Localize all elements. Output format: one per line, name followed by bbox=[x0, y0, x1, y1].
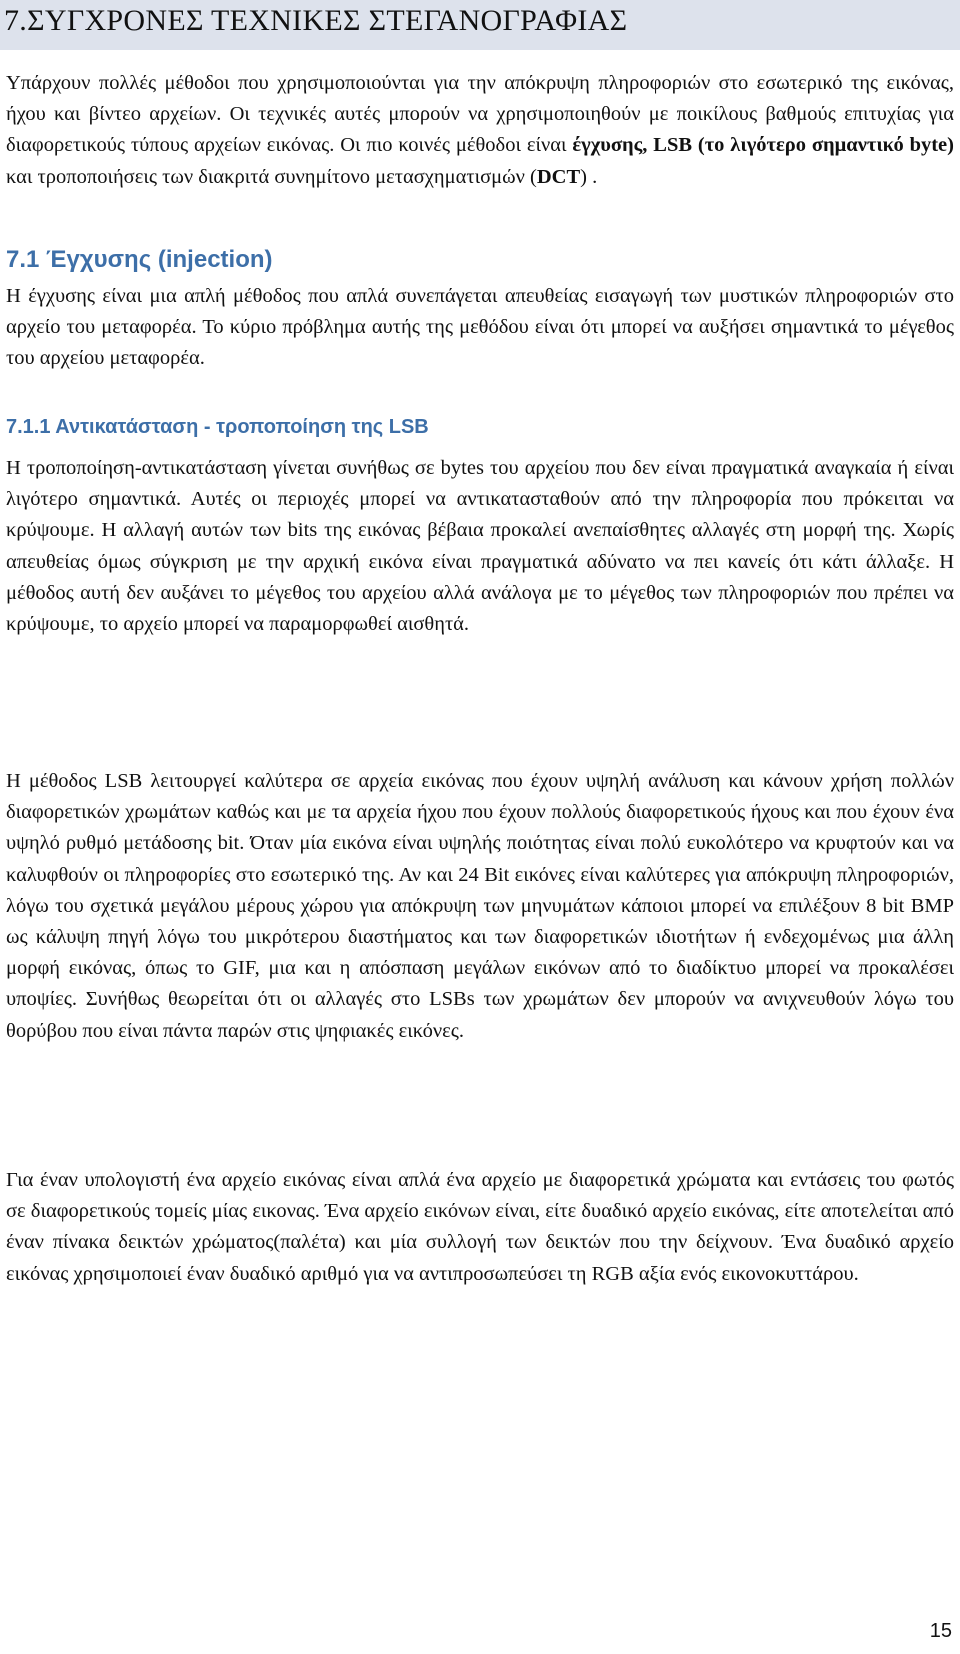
section-7-1-1-paragraph-1: Η τροποποίηση-αντικατάσταση γίνεται συνήθως σε bytes του αρχείου που δεν είναι πραγματικά αναγκαία ή είναι λιγότερο σημαντικά. Αυτές οι περιοχές μπορεί να αντικατασταθούν από την πληροφορία που πρόκειται να κρύψουμε. Η αλλαγή αυτών των bits της εικόνας βέβαια προκαλεί ανεπαίσθητες αλλαγές στη μορφή της. Χωρίς απευθείας όμως σύγκριση με την αρχική εικόνα είναι πραγματικά αδύνατο να πει κανείς ότι κάτι άλλαξε. Η μέθοδος αυτή δεν αυξάνει το μέγεθος του αρχείου αλλά ανάλογα με το μέγεθος των πληροφοριών που πρέπει να κρύψουμε, το αρχείο μπορεί να παραμορφωθεί αισθητά. bbox=[6, 457, 954, 636]
section-7-1-1-heading: 7.1.1 Αντικατάσταση - τροποποίηση της LSB bbox=[6, 416, 429, 438]
section-7-1-1-paragraph-3: Για έναν υπολογιστή ένα αρχείο εικόνας είναι απλά ένα αρχείο με διαφορετικά χρώματα και εντάσεις του φωτός σε διαφορετικούς τομείς μίας εικονας. Ένα αρχείο εικόνων είναι, είτε δυαδικό αρχείο εικόνας, είτε αποτελείται από έναν πίνακα δεικτών χρώματος(παλέτα) και μία συλλογή των δεικτών που την δείχνουν. Ένα δυαδικό αρχείο εικόνας χρησιμοποιεί έναν δυαδικό αριθμό για να αντιπροσωπεύσει τη RGB αξία ενός εικονοκυττάρου. bbox=[6, 1169, 954, 1285]
chapter-title: 7.ΣΥΓΧΡΟΝΕΣ ΤΕΧΝΙΚΕΣ ΣΤΕΓΑΝΟΓΡΑΦΙΑΣ bbox=[4, 4, 628, 37]
intro-text-before: Υπάρχουν πολλές μέθοδοι που χρησιμοποιούνται για την απόκρυψη πληροφοριών στο εσωτερικό της εικόνας, ήχου και βίντεο αρχείων. Οι τεχνικές αυτές μπορούν να χρησιμοποιηθούν με ποικίλους βαθμούς επιτυχίας για διαφορετικούς τύπους αρχείων εικόνας. Οι πιο κοινές μέθοδοι είναι bbox=[6, 72, 954, 157]
page-number: 15 bbox=[929, 1620, 952, 1642]
intro-bold-methods: έγχυσης, LSB (το λιγότερο σημαντικό byte) bbox=[572, 134, 954, 157]
chapter-title-bar bbox=[0, 0, 960, 50]
section-7-1-1-paragraph-2: Η μέθοδος LSB λειτουργεί καλύτερα σε αρχεία εικόνας που έχουν υψηλή ανάλυση και κάνουν χρήση πολλών διαφορετικών χρωμάτων καθώς και με τα αρχεία ήχου που έχουν πολλούς διαφορετικούς ήχους και που έχουν ένα υψηλό ρυθμό μετάδοσης bit. Όταν μία εικόνα είναι υψηλής ποιότητας είναι πολύ ευκολότερο να κρυφτούν και να καλυφθούν οι πληροφορίες στο εσωτερικό της. Αν και 24 Bit εικόνες είναι καλύτερες για απόκρυψη πληροφοριών, λόγω του σχετικά μεγάλου μέρους χώρου για απόκρυψη των μηνυμάτων κάποιοι μπορεί να επιλέξουν 8 bit BMP ως κάλυψη πηγή λόγω του μικρότερου διαστήματος και των διαφορετικών ιδιοτήτων ή ενδεχομένως μια άλλη μορφή εικόνας, όπως το GIF, μια και η απόσπαση μεγάλων εικόνων από το διαδίκτυο μπορεί να προκαλέσει υποψίες. Συνήθως θεωρείται ότι οι αλλαγές στο LSBs των χρωμάτων δεν μπορούν να ανιχνευθούν λόγω του θορύβου που είναι πάντα παρών στις ψηφιακές εικόνες. bbox=[6, 770, 954, 1042]
intro-text-after: ) . bbox=[580, 165, 598, 188]
intro-paragraph bbox=[6, 68, 954, 193]
section-7-1-heading: 7.1 Έγχυσης (injection) bbox=[6, 246, 273, 273]
intro-text-middle: και τροποποιήσεις των διακριτά συνημίτονο μετασχηματισμών ( bbox=[6, 165, 537, 188]
intro-bold-dct: DCT bbox=[536, 165, 581, 188]
section-7-1-paragraph: Η έγχυσης είναι μια απλή μέθοδος που απλά συνεπάγεται απευθείας εισαγωγή των μυστικών πληροφοριών στο αρχείο του μεταφορέα. Το κύριο πρόβλημα αυτής της μεθόδου είναι ότι μπορεί να αυξήσει σημαντικά το μέγεθος του αρχείου μεταφορέα. bbox=[6, 285, 954, 370]
